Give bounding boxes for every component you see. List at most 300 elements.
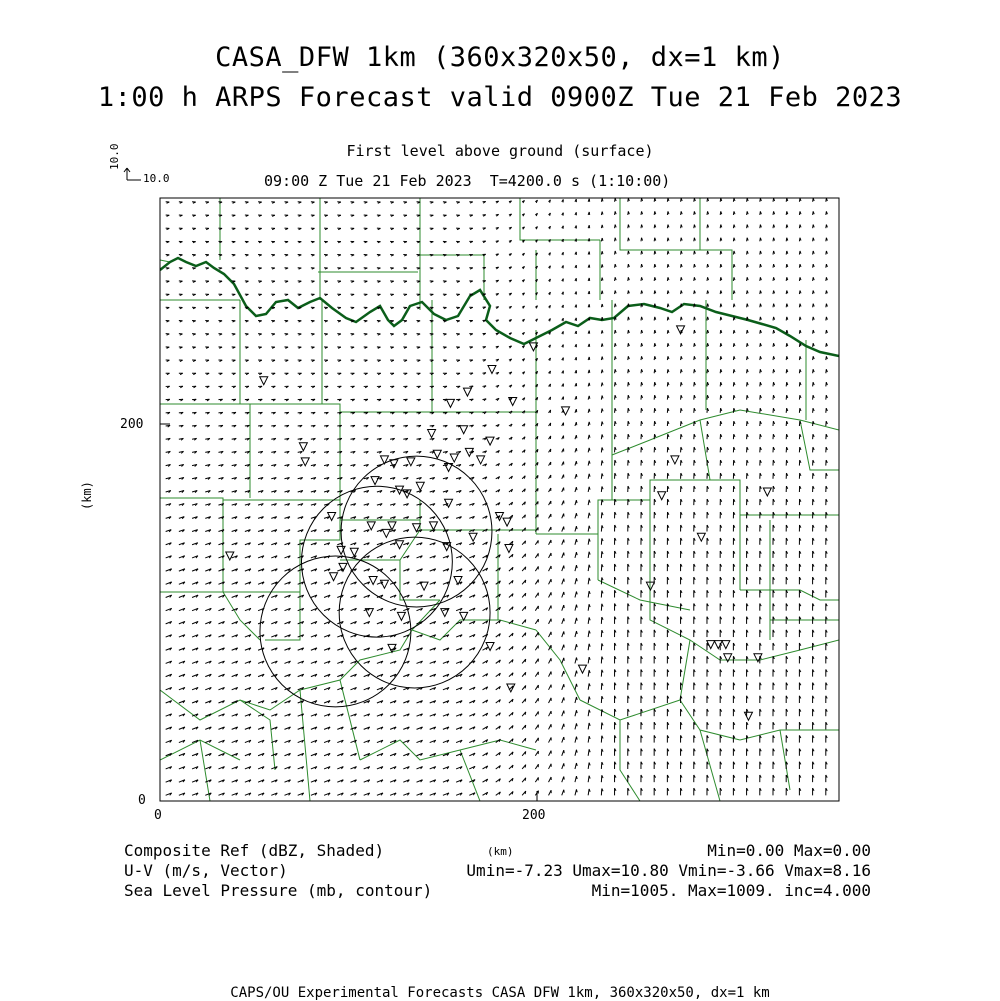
wind-vector — [575, 199, 576, 202]
wind-vector — [192, 215, 196, 216]
wind-vector — [813, 369, 815, 373]
wind-vector — [667, 382, 669, 386]
wind-vector — [760, 408, 762, 413]
wind-vector — [747, 460, 749, 465]
wind-vector — [535, 672, 538, 677]
wind-vector — [166, 701, 172, 703]
wind-vector — [601, 264, 603, 267]
wind-vector — [456, 569, 462, 571]
station-marker — [369, 577, 377, 585]
wind-vector — [694, 656, 695, 663]
wind-vector — [641, 264, 643, 268]
wind-vector — [403, 701, 409, 703]
wind-vector — [799, 735, 800, 742]
wind-vector — [747, 775, 748, 782]
wind-vector — [681, 749, 682, 756]
wind-vector — [773, 460, 775, 465]
wind-vector — [707, 551, 708, 558]
x-tick-label: 200 — [522, 808, 545, 823]
wind-vector — [826, 590, 827, 597]
wind-vector — [588, 736, 590, 742]
wind-vector — [813, 788, 814, 795]
wind-vector — [192, 241, 196, 242]
wind-vector — [628, 669, 629, 676]
wind-vector — [390, 714, 396, 716]
wind-vector — [179, 569, 185, 571]
wind-vector — [813, 749, 814, 756]
wind-vector — [364, 386, 368, 388]
wind-vector — [826, 369, 828, 373]
wind-vector — [456, 517, 461, 519]
wind-vector — [707, 749, 708, 756]
county-line — [620, 720, 640, 801]
wind-vector — [681, 722, 682, 729]
wind-vector — [628, 291, 630, 295]
wind-vector — [549, 410, 551, 413]
county-line — [740, 730, 839, 740]
chart-title-line2: 1:00 h ARPS Forecast valid 0900Z Tue 21 Feb 2023 — [0, 82, 1000, 113]
wind-vector — [192, 268, 196, 269]
wind-vector — [628, 486, 630, 492]
wind-vector — [575, 552, 577, 558]
wind-vector — [443, 569, 449, 571]
wind-vector — [760, 499, 762, 505]
wind-vector — [483, 700, 488, 703]
wind-vector — [733, 709, 734, 716]
wind-vector — [720, 225, 722, 229]
county-line — [200, 740, 210, 801]
wind-vector — [720, 749, 721, 756]
wind-vector — [615, 749, 616, 756]
wind-vector — [192, 543, 198, 545]
wind-vector — [179, 373, 183, 374]
wind-vector — [773, 369, 775, 373]
wind-vector — [258, 294, 262, 295]
wind-vector — [377, 281, 381, 282]
wind-vector — [813, 251, 815, 255]
wind-vector — [615, 408, 617, 413]
wind-vector — [232, 595, 238, 597]
wind-vector — [205, 582, 211, 584]
wind-vector — [324, 635, 330, 637]
wind-vector — [562, 358, 564, 361]
wind-vector — [350, 215, 354, 216]
wind-vector — [509, 476, 513, 479]
wind-vector — [245, 569, 251, 571]
wind-vector — [522, 606, 526, 610]
wind-vector — [509, 214, 512, 216]
wind-vector — [443, 425, 447, 427]
wind-vector — [707, 356, 709, 360]
wind-vector — [562, 252, 564, 255]
wind-vector — [390, 307, 394, 308]
wind-vector — [166, 241, 170, 242]
wind-vector — [588, 422, 590, 426]
wind-vector — [179, 268, 183, 269]
wind-vector — [364, 425, 368, 427]
wind-vector — [271, 595, 277, 597]
wind-vector — [232, 491, 237, 493]
wind-vector — [430, 202, 434, 203]
wind-vector — [667, 683, 668, 690]
wind-vector — [192, 334, 196, 335]
wind-vector — [575, 252, 576, 255]
wind-vector — [654, 749, 655, 756]
wind-vector — [562, 750, 564, 756]
wind-vector — [298, 491, 303, 493]
wind-vector — [232, 556, 238, 558]
wind-vector — [377, 780, 383, 782]
wind-vector — [390, 530, 396, 532]
wind-vector — [535, 306, 537, 309]
wind-vector — [364, 477, 369, 479]
wind-vector — [522, 293, 524, 296]
wind-vector — [615, 551, 616, 558]
wind-vector — [667, 395, 669, 399]
county-line — [700, 420, 710, 480]
wind-vector — [813, 735, 814, 742]
wind-vector — [403, 202, 407, 203]
wind-vector — [786, 291, 788, 295]
wind-vector — [364, 268, 368, 269]
wind-vector — [456, 412, 460, 414]
y-axis-label: (km) — [80, 481, 94, 510]
wind-vector — [760, 603, 761, 610]
wind-vector — [417, 608, 423, 610]
wind-vector — [284, 334, 288, 335]
wind-vector — [773, 525, 775, 532]
wind-vector — [337, 334, 341, 335]
wind-vector — [218, 307, 222, 308]
wind-vector — [205, 477, 210, 479]
wind-vector — [615, 577, 616, 584]
wind-vector — [509, 791, 513, 795]
wind-vector — [350, 582, 356, 584]
wind-vector — [324, 661, 330, 663]
wind-vector — [324, 294, 328, 295]
wind-vector — [456, 215, 460, 216]
wind-vector — [799, 538, 800, 545]
wind-vector — [192, 635, 198, 637]
county-line — [400, 560, 440, 600]
wind-vector — [166, 347, 170, 348]
wind-vector — [192, 373, 196, 374]
wind-vector — [522, 372, 525, 375]
wind-vector — [575, 539, 577, 545]
wind-vector — [760, 525, 762, 532]
wind-vector — [443, 780, 449, 782]
wind-vector — [575, 226, 576, 229]
wind-vector — [311, 241, 315, 242]
county-line — [650, 500, 690, 700]
wind-vector — [681, 788, 682, 795]
wind-vector — [218, 767, 224, 769]
wind-vector — [245, 215, 249, 216]
wind-vector — [205, 595, 211, 597]
wind-vector — [575, 474, 577, 479]
wind-vector — [390, 347, 394, 348]
wind-vector — [218, 347, 222, 348]
wind-vector — [654, 512, 656, 518]
wind-vector — [826, 408, 828, 413]
wind-vector — [324, 215, 328, 216]
wind-vector — [232, 543, 238, 545]
wind-vector — [218, 464, 223, 466]
wind-vector — [271, 701, 277, 703]
wind-vector — [430, 241, 434, 242]
wind-vector — [813, 656, 814, 663]
wind-vector — [258, 334, 262, 335]
wind-vector — [826, 382, 828, 386]
wind-vector — [298, 740, 304, 742]
wind-vector — [681, 538, 682, 545]
wind-vector — [390, 334, 394, 335]
wind-vector — [179, 595, 185, 597]
wind-vector — [456, 714, 462, 716]
wind-vector — [298, 727, 304, 729]
wind-vector — [575, 763, 577, 769]
station-marker — [503, 518, 511, 526]
wind-vector — [588, 631, 590, 637]
wind-vector — [615, 211, 617, 215]
wind-vector — [562, 553, 564, 558]
wind-vector — [377, 701, 383, 703]
wind-vector — [179, 451, 184, 453]
wind-vector — [298, 674, 304, 676]
wind-vector — [218, 451, 223, 453]
wind-vector — [733, 356, 735, 360]
wind-vector — [205, 360, 209, 361]
wind-vector — [298, 215, 302, 216]
wind-vector — [588, 461, 590, 466]
wind-vector — [205, 215, 209, 216]
wind-vector — [390, 202, 394, 203]
wind-vector — [179, 241, 183, 242]
wind-vector — [218, 228, 222, 229]
wind-vector — [443, 701, 449, 703]
wind-vector — [641, 722, 642, 729]
wind-vector — [205, 373, 209, 374]
wind-vector — [747, 486, 749, 492]
wind-vector — [773, 603, 774, 610]
wind-vector — [179, 767, 185, 769]
wind-vector — [509, 778, 513, 782]
wind-vector — [641, 225, 643, 229]
wind-vector — [747, 788, 748, 795]
wind-vector — [271, 268, 275, 269]
wind-vector — [311, 714, 317, 716]
county-line — [650, 480, 839, 515]
wind-vector — [799, 499, 801, 505]
wind-vector — [271, 241, 275, 242]
wind-vector — [496, 267, 499, 269]
wind-vector — [456, 347, 460, 348]
wind-vector — [179, 543, 185, 545]
wind-vector — [284, 255, 288, 256]
wind-vector — [707, 656, 708, 663]
wind-vector — [324, 281, 328, 282]
wind-vector — [786, 564, 787, 571]
wind-vector — [443, 373, 447, 374]
wind-vector — [773, 788, 774, 795]
wind-vector — [298, 556, 304, 558]
wind-vector — [522, 319, 524, 322]
wind-vector — [337, 727, 343, 729]
wind-vector — [469, 386, 473, 388]
wind-vector — [218, 399, 222, 401]
wind-vector — [720, 395, 722, 399]
wind-vector — [298, 661, 304, 663]
wind-vector — [245, 793, 251, 795]
wind-vector — [496, 660, 501, 663]
wind-vector — [258, 661, 264, 663]
wind-vector — [245, 517, 250, 519]
wind-vector — [601, 370, 603, 374]
wind-vector — [364, 648, 370, 650]
wind-vector — [747, 369, 749, 373]
wind-vector — [562, 711, 564, 717]
wind-vector — [350, 504, 355, 506]
wind-vector — [456, 477, 461, 479]
wind-vector — [522, 463, 525, 466]
wind-vector — [588, 225, 590, 228]
wind-vector — [615, 696, 616, 703]
wind-vector — [747, 330, 749, 334]
wind-vector — [469, 399, 473, 401]
wind-vector — [443, 320, 447, 321]
wind-vector — [773, 238, 775, 242]
wind-vector — [377, 451, 382, 453]
wind-vector — [707, 775, 708, 782]
wind-vector — [694, 277, 696, 281]
wind-vector — [205, 294, 209, 295]
wind-vector — [337, 767, 343, 769]
wind-vector — [813, 460, 815, 465]
wind-vector — [601, 344, 603, 347]
wind-vector — [350, 464, 355, 466]
wind-vector — [615, 225, 617, 229]
wind-vector — [311, 674, 317, 676]
wind-vector — [522, 686, 526, 690]
y-tick-label: 0 — [138, 793, 146, 808]
wind-vector — [707, 512, 709, 518]
station-marker — [463, 388, 471, 396]
wind-vector — [575, 344, 576, 347]
wind-vector — [179, 727, 185, 729]
wind-vector — [628, 317, 630, 321]
wind-vector — [166, 228, 170, 229]
wind-vector — [747, 696, 748, 703]
wind-vector — [813, 775, 814, 782]
wind-vector — [773, 330, 775, 334]
wind-vector — [786, 251, 788, 255]
wind-vector — [377, 517, 382, 519]
wind-vector — [284, 674, 290, 676]
y-tick-label: 200 — [120, 417, 143, 432]
wind-vector — [403, 268, 407, 269]
wind-vector — [667, 551, 668, 558]
wind-vector — [232, 412, 236, 414]
wind-vector — [786, 538, 787, 545]
wind-vector — [430, 360, 434, 361]
wind-vector — [324, 701, 330, 703]
wind-vector — [179, 334, 183, 335]
wind-vector — [245, 635, 251, 637]
wind-vector — [469, 228, 472, 229]
wind-vector — [654, 564, 655, 571]
wind-vector — [192, 582, 198, 584]
wind-vector — [549, 711, 552, 716]
wind-vector — [364, 334, 368, 335]
wind-vector — [179, 425, 183, 427]
wind-vector — [456, 320, 460, 321]
wind-vector — [799, 460, 801, 465]
wind-vector — [483, 713, 488, 716]
wind-vector — [628, 735, 629, 742]
county-line — [265, 592, 300, 640]
wind-vector — [641, 395, 643, 399]
wind-vector — [773, 277, 775, 281]
wind-vector — [601, 198, 603, 201]
wind-vector — [218, 477, 223, 479]
wind-vector — [205, 425, 209, 427]
wind-vector — [377, 767, 383, 769]
wind-vector — [522, 476, 525, 479]
wind-vector — [799, 683, 800, 690]
wind-vector — [694, 486, 696, 492]
wind-vector — [813, 277, 815, 281]
wind-vector — [469, 464, 474, 466]
wind-vector — [417, 412, 421, 414]
wind-vector — [245, 202, 249, 203]
wind-vector — [799, 369, 801, 373]
wind-vector — [245, 451, 250, 453]
wind-vector — [337, 241, 341, 242]
wind-vector — [813, 330, 815, 334]
wind-vector — [337, 202, 341, 203]
wind-vector — [667, 656, 668, 663]
wind-vector — [694, 317, 696, 321]
wind-vector — [218, 595, 224, 597]
wind-vector — [245, 556, 251, 558]
station-marker — [397, 612, 405, 620]
wind-vector — [733, 460, 735, 465]
wind-vector — [258, 307, 262, 308]
wind-vector — [245, 412, 249, 414]
wind-vector — [496, 333, 499, 335]
wind-vector — [456, 360, 460, 361]
wind-vector — [654, 643, 655, 650]
wind-vector — [760, 630, 761, 637]
wind-vector — [562, 423, 564, 426]
wind-vector — [773, 225, 775, 229]
wind-vector — [654, 238, 656, 242]
wind-vector — [654, 330, 656, 334]
wind-vector — [549, 540, 552, 545]
wind-vector — [205, 451, 210, 453]
wind-vector — [496, 634, 501, 637]
wind-vector — [760, 238, 762, 242]
wind-vector — [403, 674, 409, 676]
wind-vector — [601, 657, 603, 664]
wind-vector — [232, 334, 236, 335]
wind-vector — [641, 382, 643, 386]
wind-vector — [615, 198, 617, 202]
wind-vector — [667, 709, 668, 716]
wind-vector — [694, 564, 695, 571]
station-marker — [697, 533, 705, 541]
wind-vector — [469, 490, 474, 492]
